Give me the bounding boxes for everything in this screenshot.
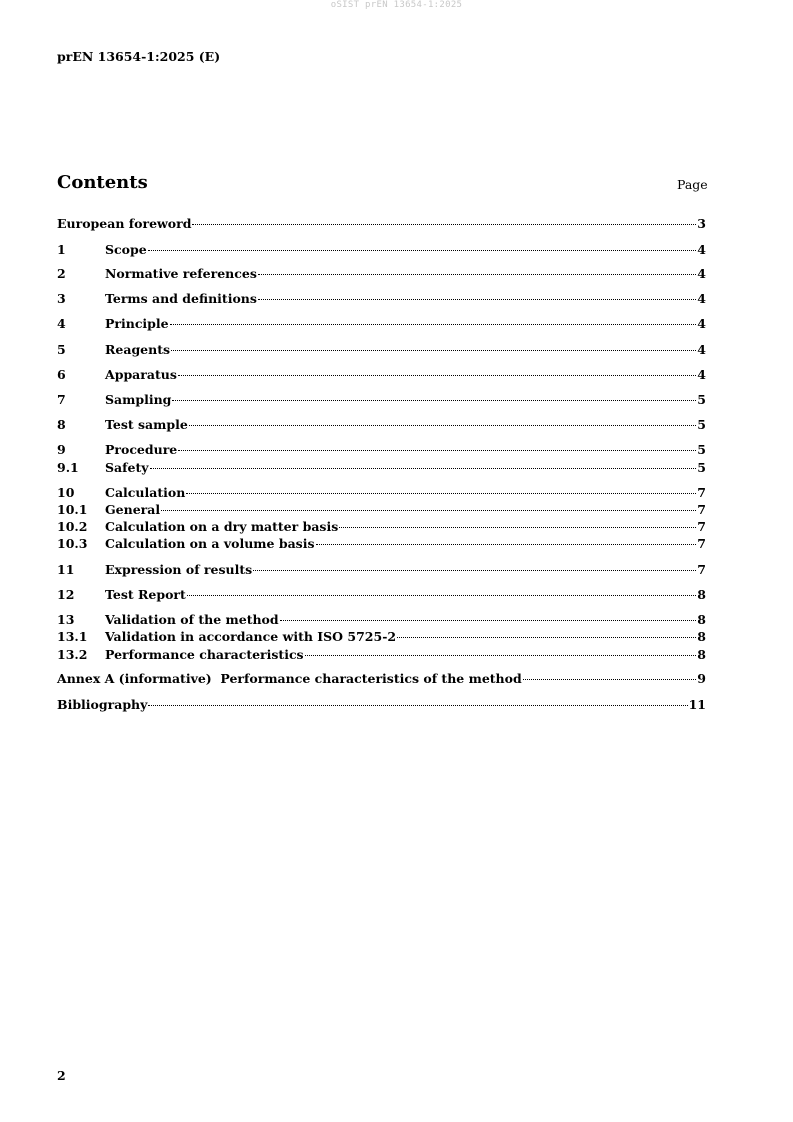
toc-entry-title: Scope — [105, 242, 147, 257]
toc-entry-normative-references[interactable] — [57, 265, 706, 282]
toc-entry-number: 10.2 — [57, 519, 88, 534]
toc-entry-page: 8 — [697, 587, 706, 602]
toc-dot-leader — [187, 595, 697, 596]
toc-entry-number: 2 — [57, 266, 66, 281]
page-column-label: Page — [677, 177, 708, 192]
toc-entry-safety[interactable] — [57, 459, 706, 476]
toc-entry-page: 5 — [697, 460, 706, 475]
toc-entry-number: 5 — [57, 342, 66, 357]
toc-entry-page: 9 — [697, 671, 706, 686]
toc-entry-number: 9 — [57, 442, 66, 457]
toc-entry-page: 8 — [697, 629, 706, 644]
toc-heading: Contents — [57, 172, 148, 193]
toc-entry-page: 4 — [697, 291, 706, 306]
toc-entry-page: 5 — [697, 392, 706, 407]
toc-entry-test-report[interactable] — [57, 586, 706, 603]
toc-entry-scope[interactable] — [57, 241, 706, 258]
toc-entry-number: 4 — [57, 316, 66, 331]
toc-entry-european-foreword[interactable] — [57, 215, 706, 232]
toc-entry-validation-iso[interactable] — [57, 628, 706, 645]
toc-entry-title: Principle — [105, 316, 169, 331]
toc-entry-principle[interactable] — [57, 315, 706, 332]
toc-entry-calculation-dry-matter[interactable] — [57, 518, 706, 535]
toc-entry-page: 5 — [697, 417, 706, 432]
toc-entry-terms-and-definitions[interactable] — [57, 290, 706, 307]
toc-dot-leader — [178, 450, 696, 451]
toc-dot-leader — [192, 224, 696, 225]
toc-entry-number: 6 — [57, 367, 66, 382]
toc-entry-number: 12 — [57, 587, 75, 602]
toc-entry-title: Validation in accordance with ISO 5725-2 — [105, 629, 397, 644]
toc-entry-page: 11 — [688, 697, 706, 712]
toc-entry-title: Test sample — [105, 417, 188, 432]
toc-entry-page: 7 — [697, 536, 706, 551]
toc-entry-title: Sampling — [105, 392, 172, 407]
toc-entry-title: Calculation — [105, 485, 186, 500]
toc-entry-expression-of-results[interactable] — [57, 561, 706, 578]
toc-entry-page: 4 — [697, 242, 706, 257]
toc-entry-page: 7 — [697, 502, 706, 517]
toc-entry-number: 10.3 — [57, 536, 88, 551]
toc-entry-general[interactable] — [57, 501, 706, 518]
toc-dot-leader — [171, 350, 696, 351]
toc-entry-number: 3 — [57, 291, 66, 306]
toc-entry-page: 8 — [697, 612, 706, 627]
toc-dot-leader — [172, 400, 696, 401]
toc-dot-leader — [280, 620, 697, 621]
toc-entry-page: 3 — [697, 216, 706, 231]
toc-entry-number: 1 — [57, 242, 66, 257]
toc-entry-title: Bibliography — [57, 697, 148, 712]
toc-entry-procedure[interactable] — [57, 441, 706, 458]
toc-dot-leader — [148, 250, 697, 251]
toc-dot-leader — [258, 274, 696, 275]
toc-entry-bibliography[interactable] — [57, 696, 706, 713]
toc-entry-number: 10 — [57, 485, 75, 500]
toc-dot-leader — [150, 468, 697, 469]
toc-entry-number: 8 — [57, 417, 66, 432]
toc-entry-number: 9.1 — [57, 460, 79, 475]
toc-entry-page: 5 — [697, 442, 706, 457]
toc-entry-page: 7 — [697, 519, 706, 534]
toc-entry-number: 10.1 — [57, 502, 88, 517]
toc-dot-leader — [316, 544, 697, 545]
toc-dot-leader — [148, 705, 687, 706]
toc-entry-title: Procedure — [105, 442, 178, 457]
toc-entry-calculation-volume[interactable] — [57, 535, 706, 552]
toc-entry-page: 4 — [697, 367, 706, 382]
toc-dot-leader — [397, 637, 696, 638]
toc-entry-number: 11 — [57, 562, 75, 577]
toc-entry-title: Performance characteristics — [105, 647, 304, 662]
toc-entry-reagents[interactable] — [57, 341, 706, 358]
toc-entry-page: 4 — [697, 266, 706, 281]
toc-entry-title: Apparatus — [105, 367, 177, 382]
toc-entry-title: Safety — [105, 460, 149, 475]
toc-entry-number: 13.1 — [57, 629, 88, 644]
toc-dot-leader — [305, 655, 697, 656]
toc-entry-number: 13 — [57, 612, 75, 627]
toc-entry-title: Normative references — [105, 266, 257, 281]
toc-dot-leader — [523, 679, 697, 680]
toc-entry-title: Terms and definitions — [105, 291, 257, 306]
watermark: oSIST prEN 13654-1:2025 — [330, 0, 463, 10]
toc-entry-title: Calculation on a dry matter basis — [105, 519, 339, 534]
toc-entry-validation[interactable] — [57, 611, 706, 628]
toc-dot-leader — [170, 324, 697, 325]
toc-dot-leader — [339, 527, 696, 528]
page-number: 2 — [57, 1068, 66, 1083]
toc-dot-leader — [253, 570, 696, 571]
toc-entry-sampling[interactable] — [57, 391, 706, 408]
toc-entry-test-sample[interactable] — [57, 416, 706, 433]
toc-entry-title: Reagents — [105, 342, 171, 357]
toc-entry-page: 4 — [697, 316, 706, 331]
toc-entry-title: Expression of results — [105, 562, 253, 577]
toc-entry-title: General — [105, 502, 161, 517]
toc-dot-leader — [186, 493, 696, 494]
toc-dot-leader — [161, 510, 696, 511]
toc-entry-title: Validation of the method — [105, 612, 279, 627]
toc-dot-leader — [189, 425, 697, 426]
toc-entry-calculation[interactable] — [57, 484, 706, 501]
toc-entry-page: 8 — [697, 647, 706, 662]
toc-dot-leader — [178, 375, 696, 376]
toc-entry-title: Test Report — [105, 587, 186, 602]
toc-entry-apparatus[interactable] — [57, 366, 706, 383]
document-id: prEN 13654-1:2025 (E) — [57, 49, 221, 64]
toc-entry-performance-characteristics[interactable] — [57, 646, 706, 663]
toc-entry-number: 7 — [57, 392, 66, 407]
toc-entry-title: Calculation on a volume basis — [105, 536, 315, 551]
toc-entry-annex-a[interactable] — [57, 670, 706, 687]
toc-entry-page: 4 — [697, 342, 706, 357]
toc-entry-title: Annex A (informative) Performance characteristics of the method — [57, 671, 522, 686]
toc-entry-page: 7 — [697, 562, 706, 577]
toc-entry-number: 13.2 — [57, 647, 88, 662]
toc-dot-leader — [258, 299, 696, 300]
toc-entry-page: 7 — [697, 485, 706, 500]
toc-entry-title: European foreword — [57, 216, 192, 231]
